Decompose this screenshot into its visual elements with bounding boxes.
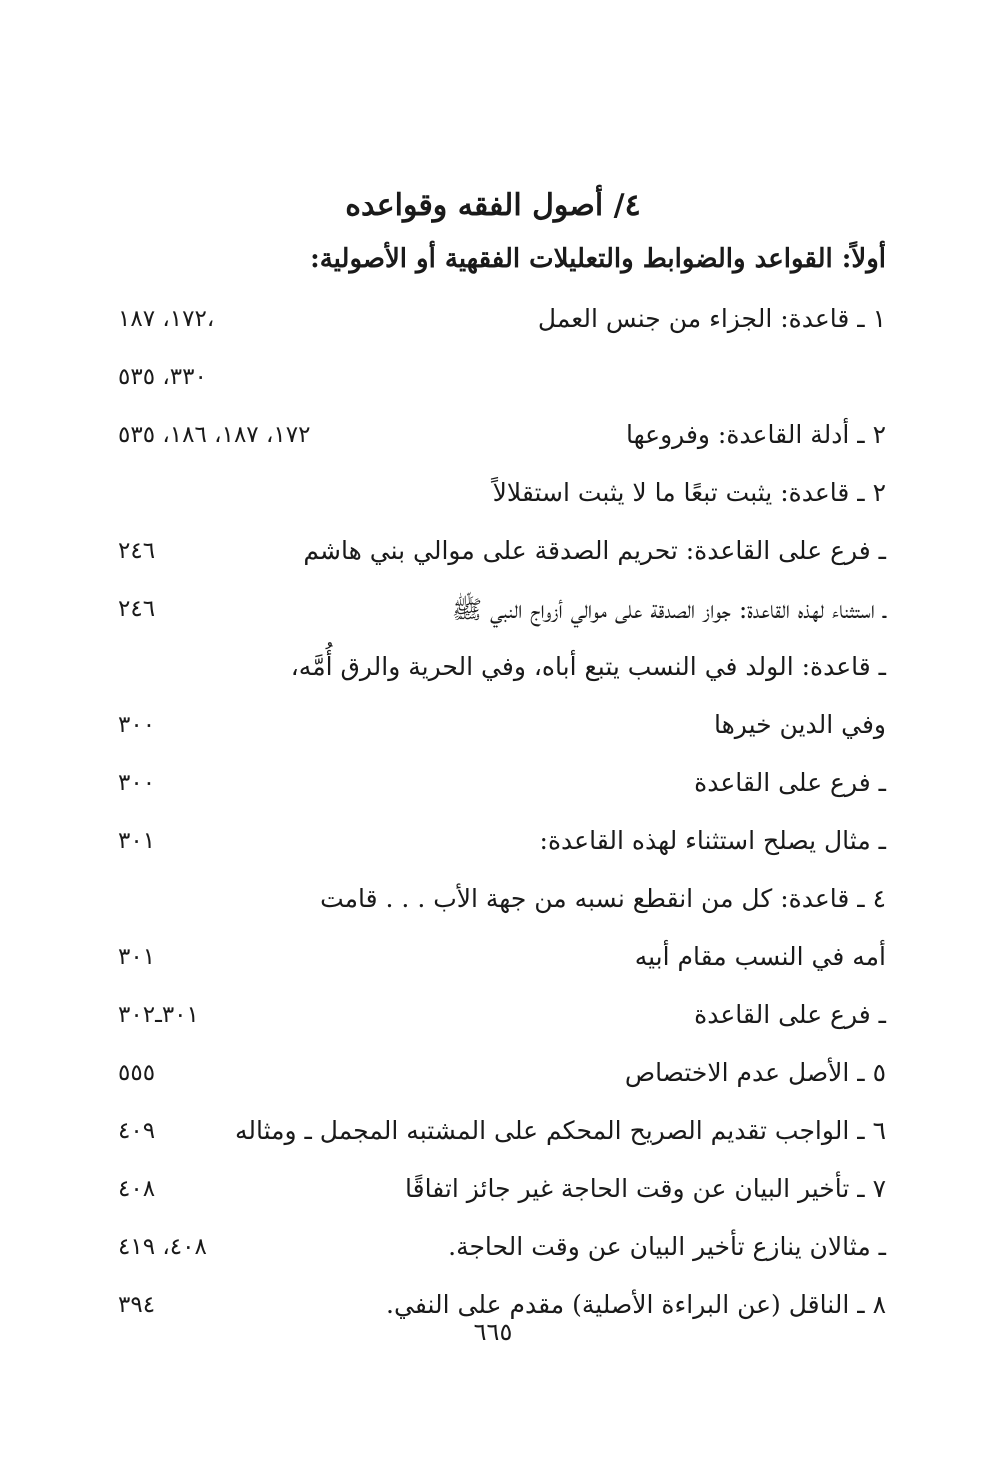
index-entry [0, 762, 986, 820]
entry-text: ـ فرع على القاعدة [694, 1000, 886, 1029]
entry-text: ٧ ـ تأخير البيان عن وقت الحاجة غير جائز اتفاقًا [405, 1174, 886, 1203]
entry-pages: ٣٣٠، ٥٣٥ [118, 364, 207, 390]
entry-text: ٢ ـ أدلة القاعدة: وفروعها [626, 420, 886, 449]
index-entry [0, 1226, 986, 1284]
page-number: ٦٦٥ [473, 1318, 513, 1346]
index-entry [0, 588, 986, 646]
index-entry [0, 878, 986, 936]
index-entry [0, 994, 986, 1052]
index-entry [0, 704, 986, 762]
subtitle: أولاً: القواعد والضوابط والتعليلات الفقهية أو الأصولية: [310, 244, 886, 274]
entry-pages: ٣٩٤ [118, 1292, 156, 1318]
entry-text: ٤ ـ قاعدة: كل من انقطع نسبه من جهة الأب . . . قامت [320, 884, 886, 913]
entry-text: ١ ـ قاعدة: الجزاء من جنس العمل [537, 304, 886, 333]
index-entry [0, 356, 986, 414]
entry-pages: ٥٥٥ [118, 1060, 156, 1086]
entry-pages: ٣٠١ [118, 944, 156, 970]
index-entry [0, 1110, 986, 1168]
index-entry [0, 820, 986, 878]
entry-pages: ١٧٢، ١٨٧، ١٨٦، ٥٣٥ [118, 422, 311, 448]
entry-text: ـ مثال يصلح استثناء لهذه القاعدة: [539, 826, 886, 855]
section-title: ٤/ أصول الفقه وقواعده [345, 188, 641, 223]
entry-pages: ٤٠٩ [118, 1118, 156, 1144]
entry-text: وفي الدين خيرها [713, 710, 886, 739]
index-entry [0, 472, 986, 530]
entry-text: ٢ ـ قاعدة: يثبت تبعًا ما لا يثبت استقلالاً [492, 478, 886, 507]
entry-pages: ٣٠٠ [118, 770, 156, 796]
index-entry [0, 298, 986, 356]
entry-text: ـ مثالان ينازع تأخير البيان عن وقت الحاجة. [448, 1232, 886, 1261]
entry-pages: ٤٠٨، ٤١٩ [118, 1234, 207, 1260]
entry-text: ـ قاعدة: الولد في النسب يتبع أباه، وفي الحرية والرق أُمَّه، [290, 652, 886, 681]
entry-pages: ٤٠٨ [118, 1176, 156, 1202]
entry-pages: ٢٤٦ [118, 596, 156, 622]
entry-text: ـ فرع على القاعدة: تحريم الصدقة على موالي بني هاشم [303, 536, 886, 565]
entry-pages: ٣٠٠ [118, 712, 156, 738]
index-entry [0, 646, 986, 704]
entry-pages: ٣٠١ـ٣٠٢ [118, 1002, 199, 1028]
entry-pages: ٣٠١ [118, 828, 156, 854]
entry-text: ٨ ـ الناقل (عن البراءة الأصلية) مقدم على النفي. [386, 1290, 886, 1319]
index-entries [0, 298, 986, 1342]
index-entry [0, 1168, 986, 1226]
index-entry [0, 530, 986, 588]
entry-text: ـ فرع على القاعدة [694, 768, 886, 797]
entry-pages: ٢٤٦ [118, 538, 156, 564]
entry-text: ٥ ـ الأصل عدم الاختصاص [624, 1058, 886, 1087]
entry-pages: ١٧٢، ١٨٧، [118, 306, 215, 332]
entry-text: ـ استثناء لهذه القاعدة: جواز الصدقة على موالي أزواج النبي ﷺ [451, 595, 886, 624]
index-entry [0, 936, 986, 994]
index-entry [0, 1052, 986, 1110]
index-entry [0, 414, 986, 472]
entry-text: ٦ ـ الواجب تقديم الصريح المحكم على المشتبه المجمل ـ ومثاله [234, 1116, 886, 1145]
entry-text: أمه في النسب مقام أبيه [634, 942, 886, 971]
